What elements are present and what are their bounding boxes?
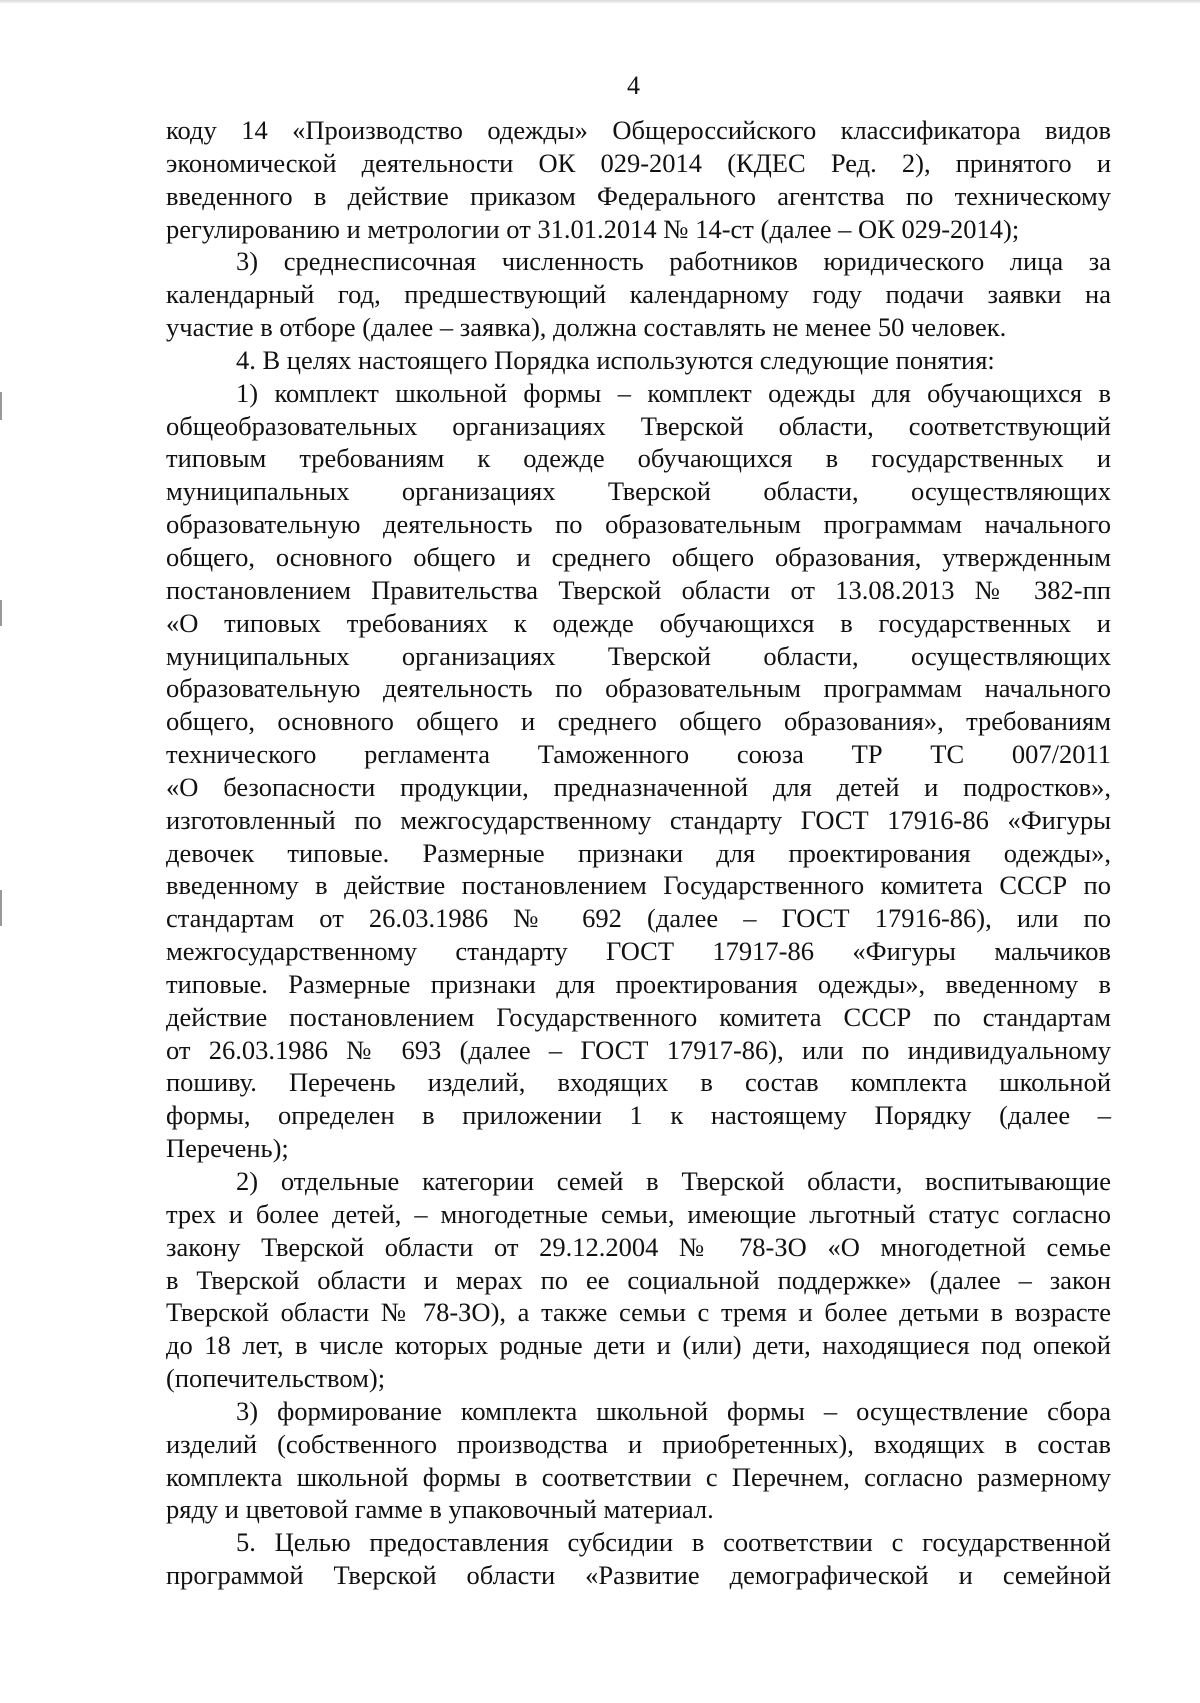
document-line: программой Тверской области «Развитие демографической и семейной [166,1560,1111,1591]
document-line: формы, определен в приложении 1 к настоящему Порядку (далее – [166,1100,1111,1131]
scan-edge-mark [0,890,2,926]
document-line: девочек типовые. Размерные признаки для проектирования одежды», [166,837,1111,868]
document-line: введенного в действие приказом Федерального агентства по техническому [166,180,1111,211]
document-line: общего, основного общего и среднего общего образования, утвержденным [166,541,1111,572]
document-line: в Тверской области и мерах по ее социальной поддержке» (далее – закон [166,1264,1111,1295]
document-line: введенному в действие постановлением Государственного комитета СССР по [166,870,1111,901]
document-line: 4. В целях настоящего Порядка используются следующие понятия: [236,344,995,375]
document-line: комплекта школьной формы в соответствии с Перечнем, согласно размерному [166,1461,1111,1492]
scan-top-edge [0,0,1200,4]
document-line: коду 14 «Производство одежды» Общероссийского классификатора видов [166,115,1111,145]
document-line: изделий (собственного производства и приобретенных), входящих в состав [166,1428,1111,1459]
document-line: муниципальных организациях Тверской области, осуществляющих [166,476,1111,507]
document-line: действие постановлением Государственного комитета СССР по стандартам [166,1001,1111,1032]
document-line: 1) комплект школьной формы – комплект одежды для обучающихся в [236,377,1111,408]
document-line: «О безопасности продукции, предназначенной для детей и подростков», [166,771,1111,802]
document-line: общеобразовательных организациях Тверской области, соответствующий [166,410,1111,441]
document-line: «О типовых требованиях к одежде обучающихся в государственных и [166,607,1111,638]
document-line: типовым требованиям к одежде обучающихся в государственных и [166,443,1111,474]
document-line: до 18 лет, в числе которых родные дети и (или) дети, находящиеся под опекой [166,1330,1111,1361]
document-line: трех и более детей, – многодетные семьи, имеющие льготный статус согласно [166,1198,1111,1229]
document-line: от 26.03.1986 № 693 (далее – ГОСТ 17917-86), или по индивидуальному [166,1034,1111,1065]
scan-edge-mark [0,392,2,420]
document-line: 3) среднесписочная численность работников юридического лица за [236,246,1111,277]
document-line: межгосударственному стандарту ГОСТ 17917-86 «Фигуры мальчиков [166,936,1111,967]
document-line: экономической деятельности ОК 029-2014 (КДЕС Ред. 2), принятого и [166,147,1111,178]
document-body [166,114,1111,1592]
document-line: муниципальных организациях Тверской области, осуществляющих [166,640,1111,671]
document-line: Тверской области № 78-ЗО), а также семьи с тремя и более детьми в возрасте [166,1297,1111,1328]
document-line: календарный год, предшествующий календарному году подачи заявки на [166,279,1111,310]
document-line: закону Тверской области от 29.12.2004 № 78-ЗО «О многодетной семье [166,1231,1111,1262]
document-line: образовательную деятельность по образовательным программам начального [166,673,1111,704]
document-line: изготовленный по межгосударственному стандарту ГОСТ 17916-86 «Фигуры [166,804,1111,835]
document-line: пошиву. Перечень изделий, входящих в состав комплекта школьной [166,1067,1111,1098]
document-line: типовые. Размерные признаки для проектирования одежды», введенному в [166,968,1111,999]
document-line: участие в отборе (далее – заявка), должна составлять не менее 50 человек. [166,312,1007,343]
document-line: образовательную деятельность по образовательным программам начального [166,509,1111,540]
scan-edge-mark [0,600,2,626]
document-line: постановлением Правительства Тверской области от 13.08.2013 № 382-пп [166,574,1111,605]
document-line: общего, основного общего и среднего общего образования», требованиям [166,706,1111,737]
document-line: (попечительством); [166,1363,386,1394]
document-line: регулированию и метрологии от 31.01.2014 № 14-ст (далее – ОК 029-2014); [166,213,1020,244]
document-line: ряду и цветовой гамме в упаковочный материал. [166,1494,714,1525]
document-line: 3) формирование комплекта школьной формы – осуществление сбора [236,1395,1111,1426]
document-line: 2) отдельные категории семей в Тверской области, воспитывающие [236,1166,1111,1196]
page-number: 4 [627,71,640,100]
document-line: стандартам от 26.03.1986 № 692 (далее – ГОСТ 17916-86), или по [166,903,1111,934]
document-line: технического регламента Таможенного союза ТР ТС 007/2011 [166,739,1111,770]
document-line: 5. Целью предоставления субсидии в соответствии с государственной [236,1527,1111,1558]
document-line: Перечень); [166,1133,289,1164]
